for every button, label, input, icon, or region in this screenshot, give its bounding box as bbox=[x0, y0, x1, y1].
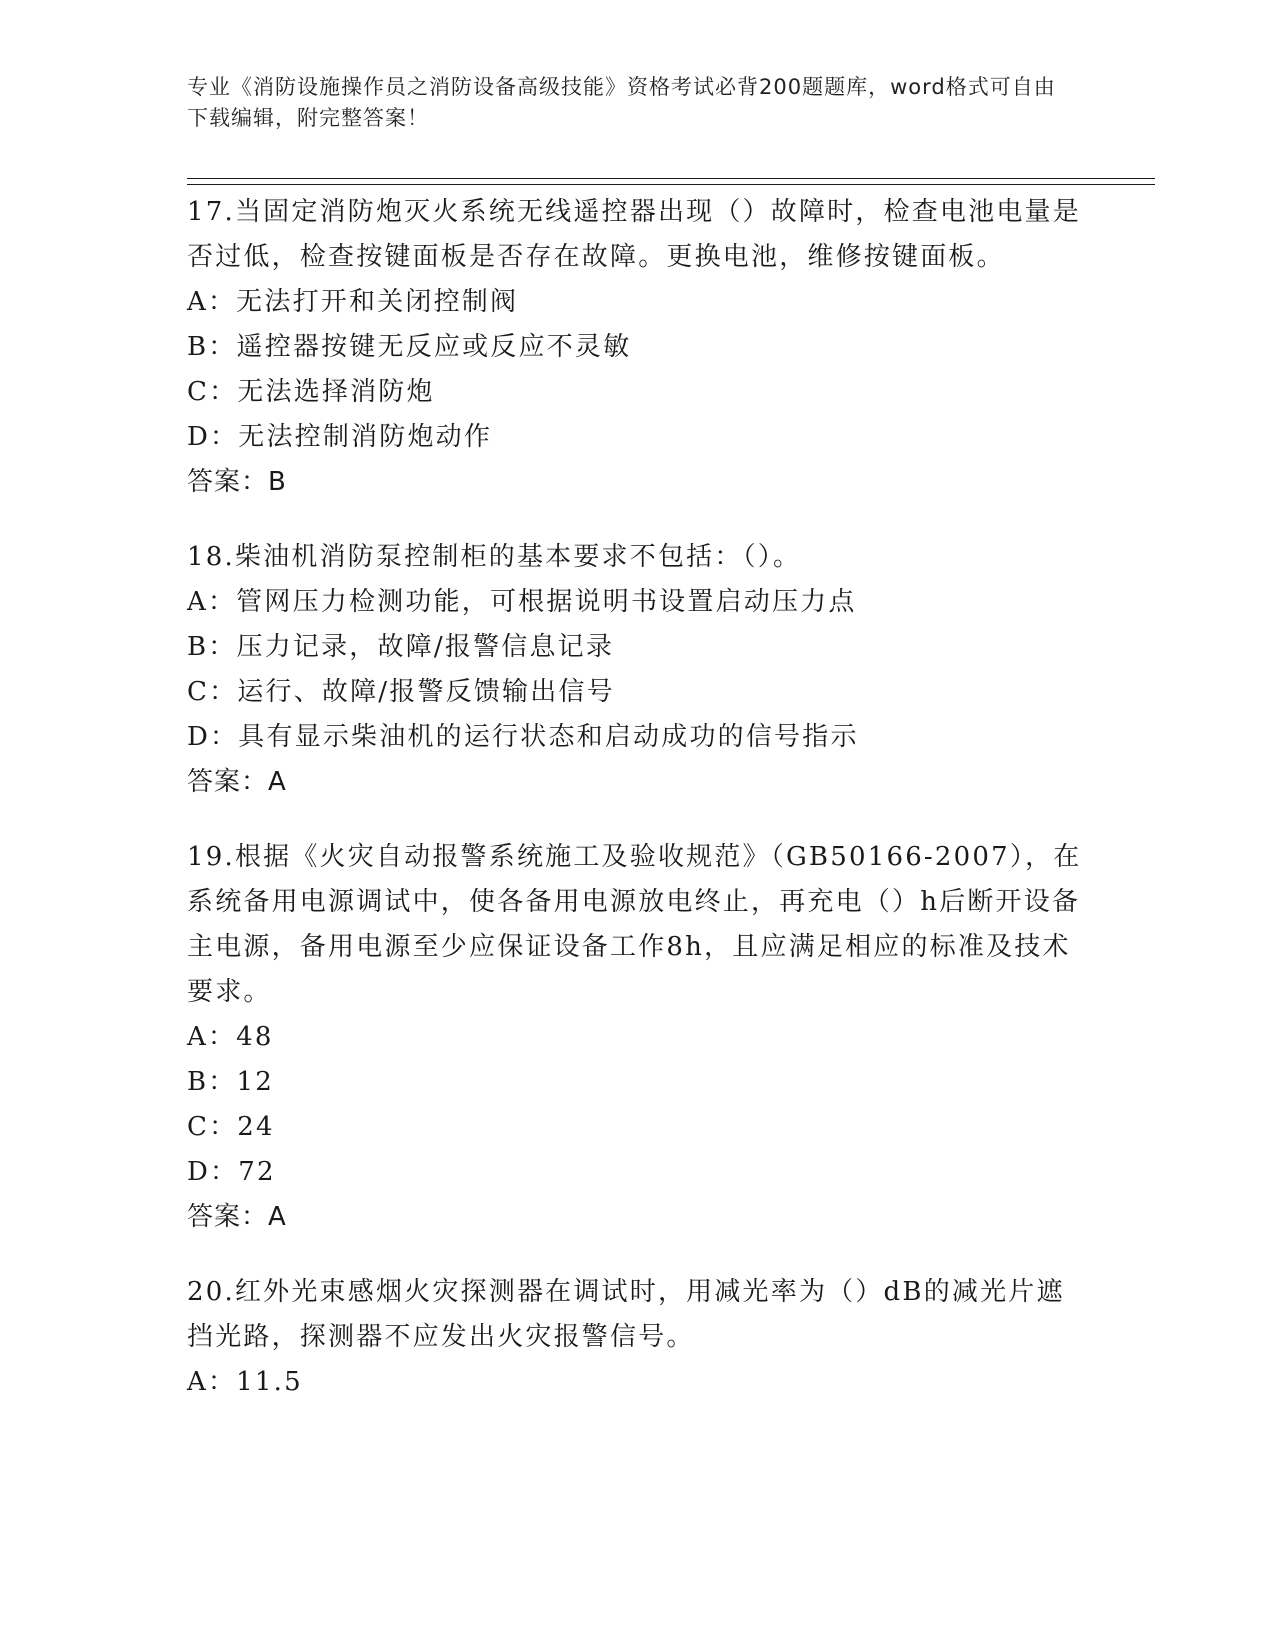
option-c: C：运行、故障/报警反馈输出信号 bbox=[187, 677, 615, 707]
header-text: 专业《消防设施操作员之消防设备高级技能》资格考试必背200题题库，word格式可自由下载编辑，附完整答案！ bbox=[187, 75, 1056, 130]
option-c: C：无法选择消防炮 bbox=[187, 377, 435, 407]
document-header bbox=[187, 72, 1067, 134]
option-a: A：管网压力检测功能，可根据说明书设置启动压力点 bbox=[187, 587, 857, 617]
option-d: D：72 bbox=[187, 1157, 276, 1187]
question-18 bbox=[187, 535, 1087, 805]
answer-text: 答案：A bbox=[187, 1202, 287, 1232]
option-a: A：无法打开和关闭控制阀 bbox=[187, 287, 519, 317]
question-stem: 20.红外光束感烟火灾探测器在调试时，用减光率为（）dB的减光片遮挡光路，探测器不应发出火灾报警信号。 bbox=[187, 1277, 1065, 1352]
option-a: A：11.5 bbox=[187, 1367, 303, 1397]
header-divider-bottom bbox=[187, 184, 1155, 185]
header-divider-top bbox=[187, 178, 1155, 179]
question-list bbox=[187, 190, 1087, 1435]
option-b: B：压力记录，故障/报警信息记录 bbox=[187, 632, 615, 662]
question-stem: 19.根据《火灾自动报警系统施工及验收规范》（GB50166-2007），在系统备用电源调试中，使各备用电源放电终止，再充电（）h后断开设备主电源，备用电源至少应保证设备工作8h，且应满足相应的标准及技术要求。 bbox=[187, 842, 1082, 1007]
question-stem: 18.柴油机消防泵控制柜的基本要求不包括：（）。 bbox=[187, 542, 802, 572]
option-b: B：遥控器按键无反应或反应不灵敏 bbox=[187, 332, 632, 362]
option-b: B：12 bbox=[187, 1067, 274, 1097]
question-17 bbox=[187, 190, 1087, 505]
question-stem: 17.当固定消防炮灭火系统无线遥控器出现（）故障时，检查电池电量是否过低，检查按键面板是否存在故障。更换电池，维修按键面板。 bbox=[187, 197, 1081, 272]
option-c: C：24 bbox=[187, 1112, 275, 1142]
answer-text: 答案：B bbox=[187, 467, 287, 497]
option-a: A：48 bbox=[187, 1022, 274, 1052]
option-d: D：具有显示柴油机的运行状态和启动成功的信号指示 bbox=[187, 722, 859, 752]
question-19 bbox=[187, 835, 1087, 1240]
answer-text: 答案：A bbox=[187, 767, 287, 797]
question-20 bbox=[187, 1270, 1087, 1405]
option-d: D：无法控制消防炮动作 bbox=[187, 422, 493, 452]
